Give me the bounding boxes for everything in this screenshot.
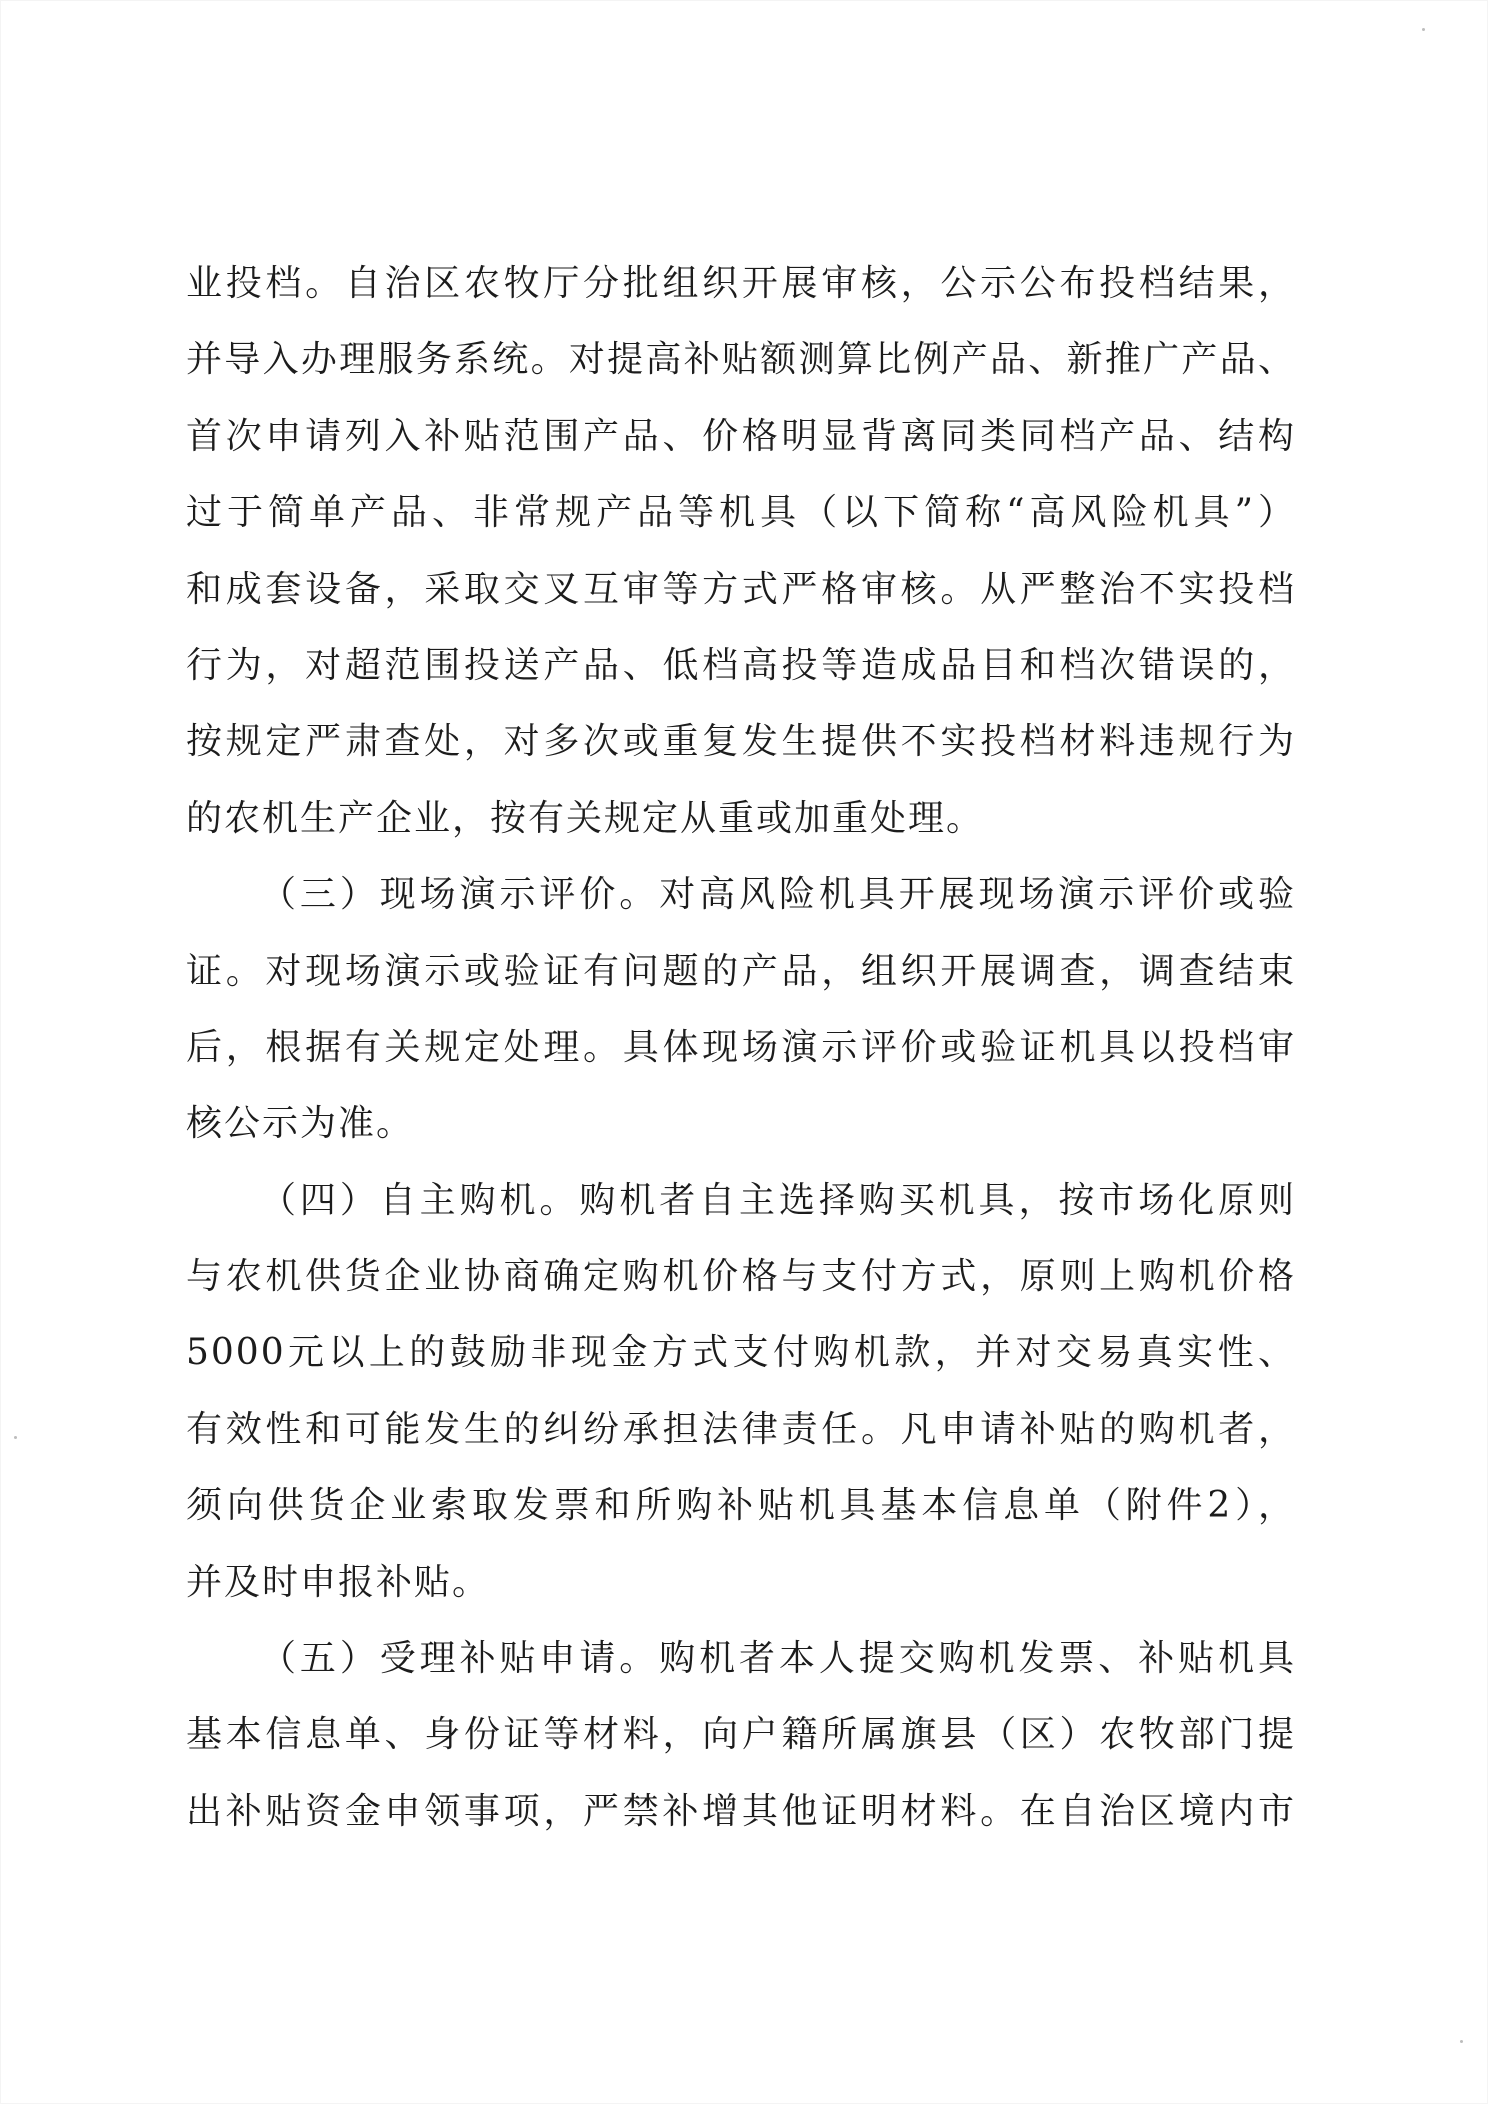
paragraph-line: 业投档。自治区农牧厅分批组织开展审核，公示公布投档结果，: [186, 263, 1296, 304]
paragraph-line: 须向供货企业索取发票和所购补贴机具基本信息单（附件2），: [186, 1485, 1296, 1527]
paragraph-line: 与农机供货企业协商确定购机价格与支付方式，原则上购机价格: [186, 1256, 1296, 1298]
paragraph-line: 行为，对超范围投送产品、低档高投等造成品目和档次错误的，: [186, 644, 1296, 686]
paragraph-line: 并及时申报补贴。: [186, 1561, 491, 1603]
paragraph-line: 出补贴资金申领事项，严禁补增其他证明材料。在自治区境内市: [186, 1790, 1296, 1832]
paragraph-line: 的农机生产企业，按有关规定从重或加重处理。: [186, 797, 985, 839]
paragraph-line: 核公示为准。: [186, 1103, 415, 1145]
section-heading-line: （四）自主购机。购机者自主选择购买机具，按市场化原则: [260, 1179, 1296, 1221]
paragraph-line: 和成套设备，采取交叉互审等方式严格审核。从严整治不实投档: [186, 568, 1296, 610]
scan-speck: [1422, 28, 1425, 31]
paragraph-line: 证。对现场演示或验证有问题的产品，组织开展调查，调查结束: [186, 950, 1296, 992]
paragraph-line: 按规定严肃查处，对多次或重复发生提供不实投档材料违规行为: [186, 721, 1296, 763]
document-body: [186, 246, 1296, 1850]
paragraph-line: 基本信息单、身份证等材料，向户籍所属旗县（区）农牧部门提: [186, 1714, 1296, 1756]
paragraph-line: 后，根据有关规定处理。具体现场演示评价或验证机具以投档审: [186, 1026, 1296, 1068]
section-heading-line: （三）现场演示评价。对高风险机具开展现场演示评价或验: [260, 874, 1296, 916]
paragraph-line: 过于简单产品、非常规产品等机具（以下简称“高风险机具”）: [186, 492, 1296, 534]
scan-speck: [14, 1436, 17, 1439]
paragraph-line: 5000元以上的鼓励非现金方式支付购机款，并对交易真实性、: [186, 1332, 1296, 1374]
scan-speck: [1460, 2040, 1463, 2043]
paragraph-line: 并导入办理服务系统。对提高补贴额测算比例产品、新推广产品、: [186, 339, 1296, 381]
section-heading-line: （五）受理补贴申请。购机者本人提交购机发票、补贴机具: [260, 1638, 1296, 1680]
paragraph-line: 首次申请列入补贴范围产品、价格明显背离同类同档产品、结构: [186, 415, 1296, 457]
paragraph-line: 有效性和可能发生的纠纷承担法律责任。凡申请补贴的购机者，: [186, 1408, 1296, 1450]
